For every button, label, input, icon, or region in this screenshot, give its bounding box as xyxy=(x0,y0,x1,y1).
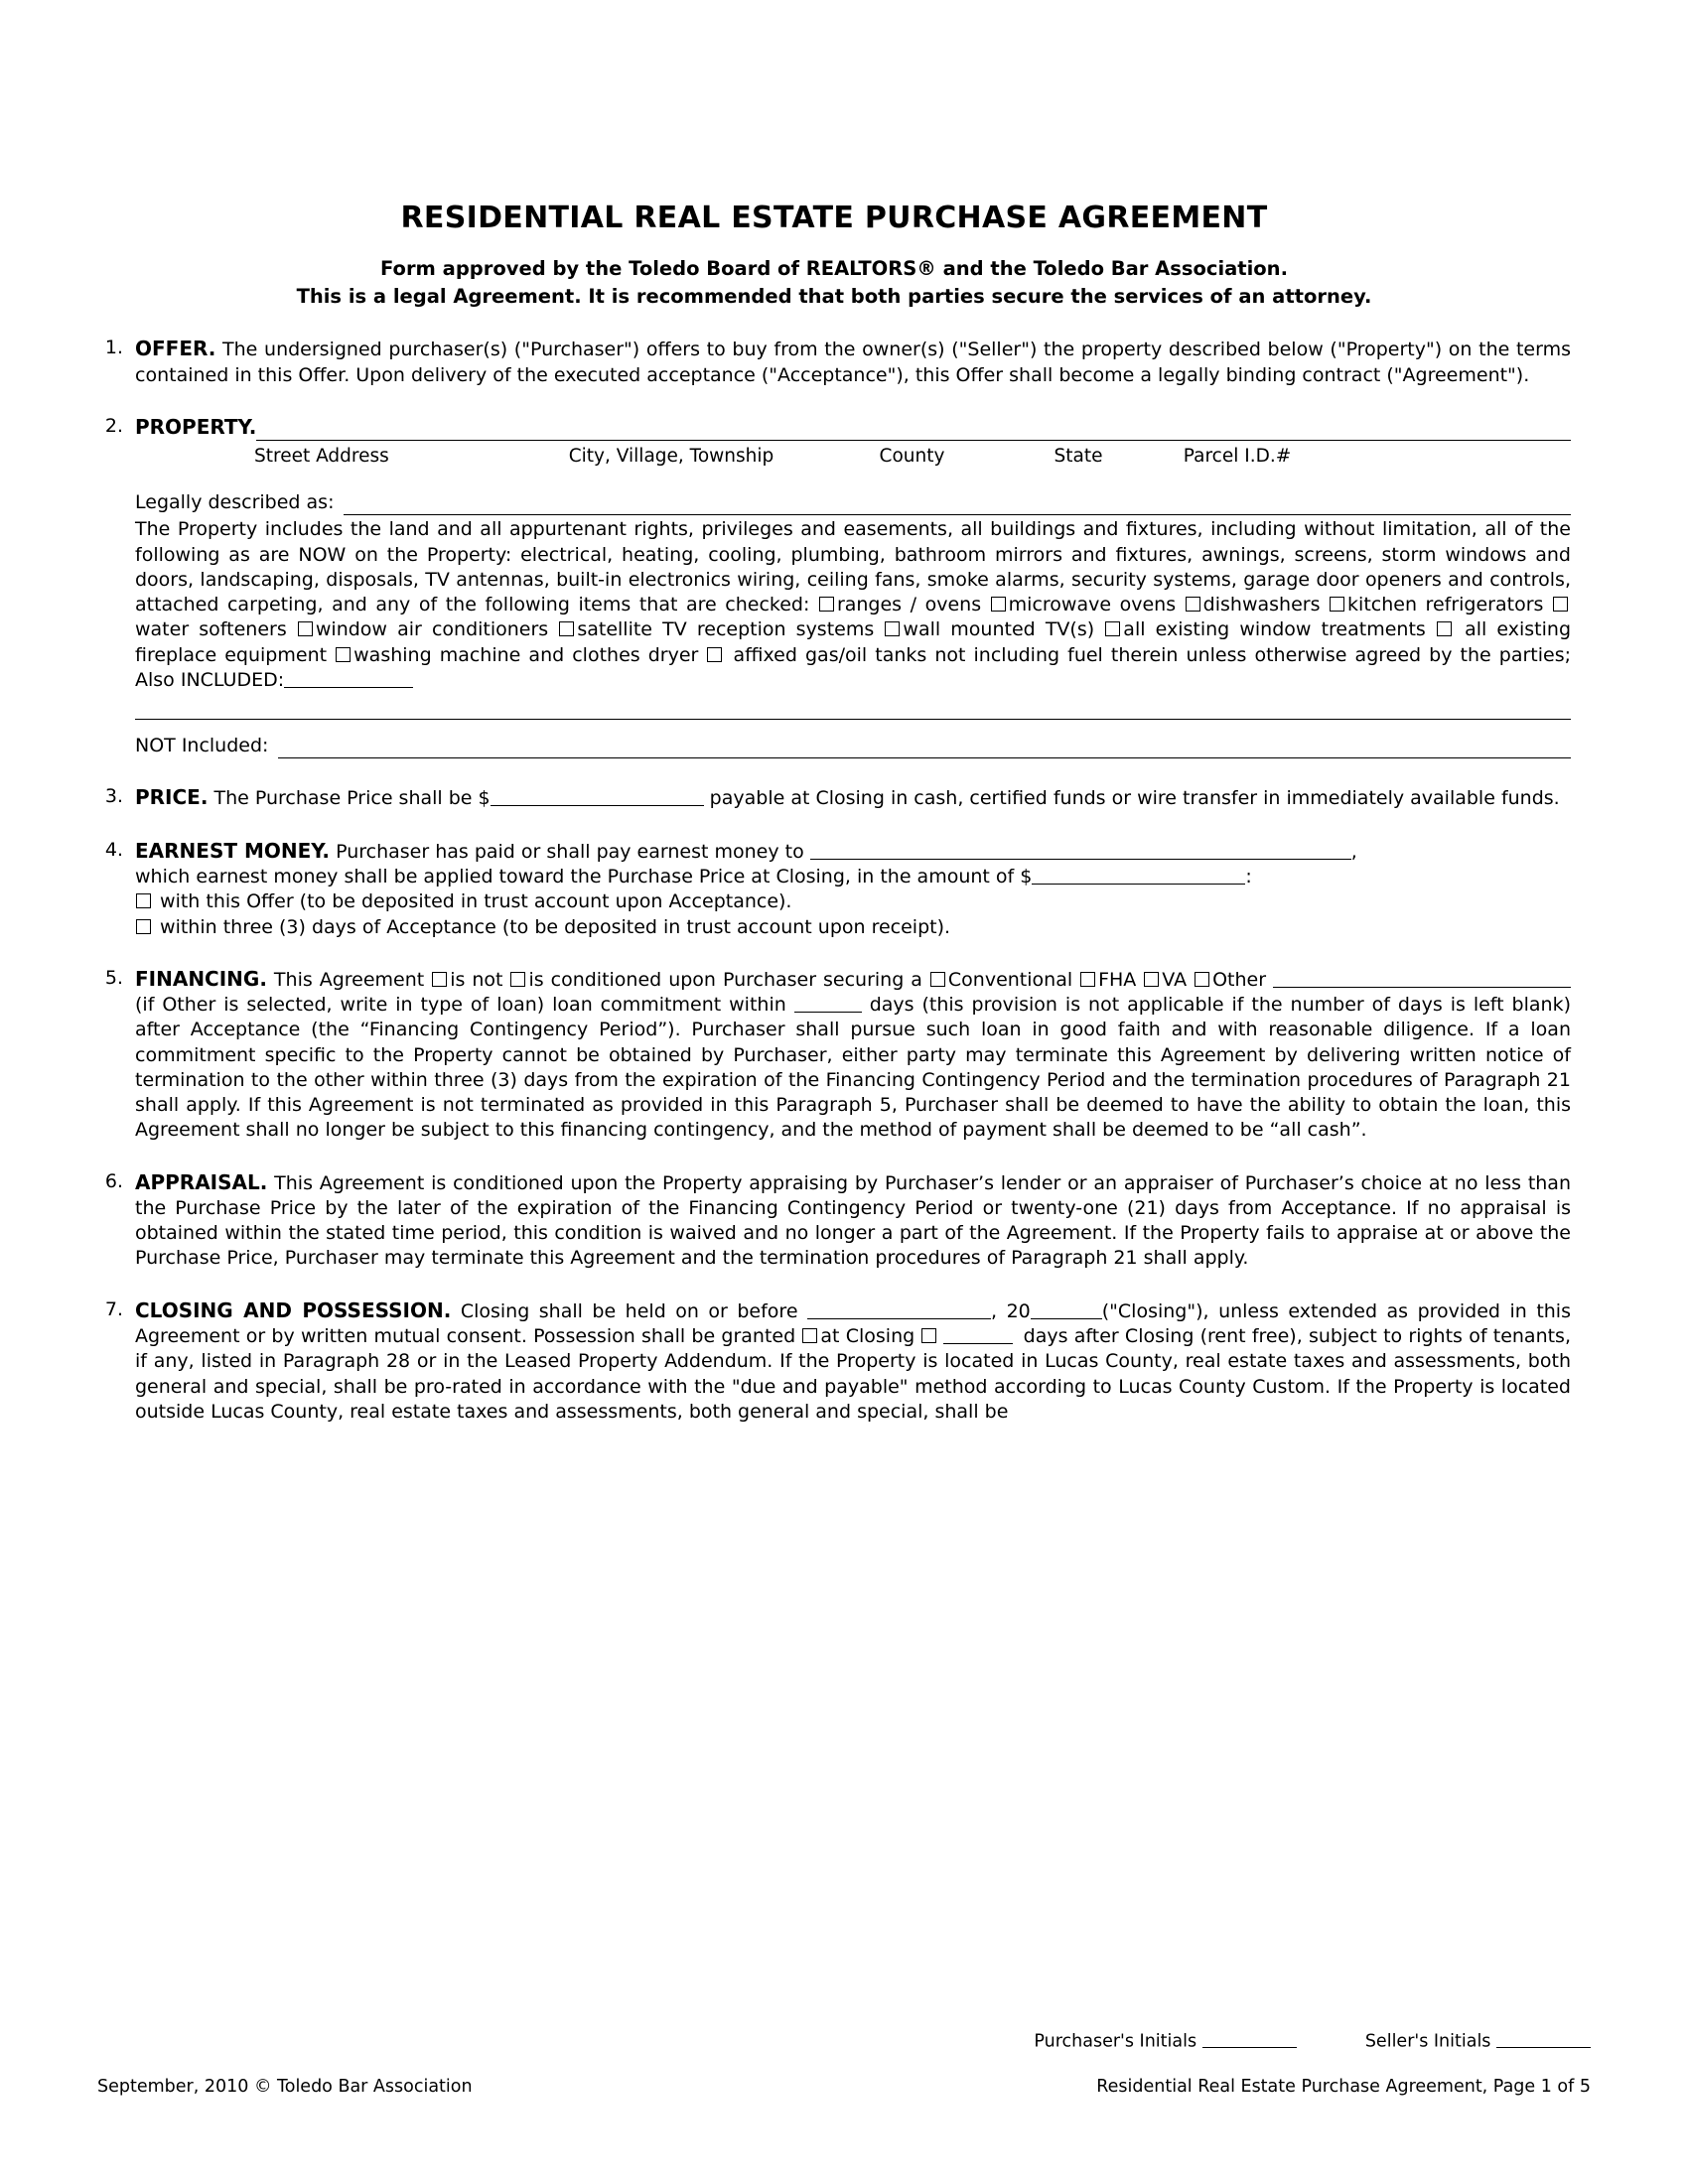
header-parcel-id: Parcel I.D.# xyxy=(1183,445,1292,467)
label-water-softeners: water softeners xyxy=(135,618,287,641)
clause-earnest-money-body xyxy=(135,838,1571,940)
purchase-price-field[interactable] xyxy=(491,786,704,806)
purchaser-initials-field[interactable] xyxy=(1202,2030,1297,2049)
label-window-treatments: all existing window treatments xyxy=(1123,618,1426,641)
checkbox-ranges-ovens[interactable] xyxy=(819,597,834,612)
clause-closing-body xyxy=(135,1297,1571,1425)
clause-financing-body xyxy=(135,966,1571,1144)
subtitle-line-1: Form approved by the Toledo Board of REALTORS® and the Toledo Bar Association. xyxy=(380,257,1288,280)
not-included-row xyxy=(135,734,1571,758)
label-dishwashers: dishwashers xyxy=(1202,594,1321,616)
checkbox-window-treatments[interactable] xyxy=(1105,621,1120,636)
checkbox-is-not-conditioned[interactable] xyxy=(432,972,447,987)
label-kitchen-refrigerators: kitchen refrigerators xyxy=(1347,594,1544,616)
seller-initials-label: Seller's Initials xyxy=(1364,2031,1491,2051)
closing-year-field[interactable] xyxy=(1031,1299,1102,1319)
clause-closing-text-2: , 20 xyxy=(991,1299,1031,1322)
label-other-loan: Other xyxy=(1212,968,1273,991)
checkbox-microwave-ovens[interactable] xyxy=(991,597,1006,612)
checkbox-fireplace-equipment[interactable] xyxy=(1437,621,1452,636)
header-street-address: Street Address xyxy=(254,445,389,467)
clause-financing-number: 5. xyxy=(104,966,123,989)
clause-price-body xyxy=(135,784,1571,811)
label-earnest-with-offer: with this Offer (to be deposited in trust account upon Acceptance). xyxy=(154,890,792,913)
label-is-not: is not xyxy=(450,968,510,991)
clause-offer xyxy=(97,336,1571,388)
document-subtitle xyxy=(97,255,1571,310)
property-address-field[interactable] xyxy=(256,418,1571,441)
header-county: County xyxy=(879,445,945,467)
label-microwave-ovens: microwave ovens xyxy=(1008,594,1177,616)
checkbox-kitchen-refrigerators[interactable] xyxy=(1330,597,1344,612)
earnest-money-payee-field[interactable] xyxy=(810,840,1351,860)
clause-price-text-2: payable at Closing in cash, certified funds or wire transfer in immediately available funds. xyxy=(703,787,1560,810)
page-footer xyxy=(97,2030,1591,2098)
clause-earnest-money-text-3: which earnest money shall be applied toward the Purchase Price at Closing, in the amount of $ xyxy=(135,866,1033,888)
seller-initials-field[interactable] xyxy=(1496,2030,1591,2049)
clause-financing-text-3: days (this provision is not applicable if the number of days is left blank) after Acceptance (the “Financing Contingency Period”). Purchaser shall pursue such loan in good faith and with reasonable diligence. If a loan commitment specific to the Property cannot be obtained by Purchaser, either party may terminate this Agreement by delivering written notice of termination to the other within three (3) days from the expiration of the Financing Contingency Period and the termination procedures of Paragraph 21 shall apply. If this Agreement is not terminated as provided in this Paragraph 5, Purchaser shall be deemed to have the ability to obtain the loan, this Agreement shall no longer be subject to this financing contingency, and the method of payment shall be deemed to be “all cash”. xyxy=(135,994,1572,1142)
clause-price-heading: PRICE. xyxy=(135,785,209,810)
clause-closing-heading: CLOSING AND POSSESSION. xyxy=(135,1297,452,1322)
initials-row xyxy=(97,2030,1591,2052)
clause-earnest-money-text-1: Purchaser has paid or shall pay earnest money to xyxy=(330,840,810,863)
subtitle-line-2: This is a legal Agreement. It is recommended that both parties secure the services of an attorney. xyxy=(296,284,1372,308)
possession-days-field[interactable] xyxy=(943,1324,1013,1344)
checkbox-va[interactable] xyxy=(1144,972,1159,987)
label-conventional: Conventional xyxy=(947,968,1080,991)
clause-price-number: 3. xyxy=(104,785,123,808)
closing-date-field[interactable] xyxy=(807,1299,991,1319)
label-ranges-ovens: ranges / ovens xyxy=(836,594,982,616)
label-satellite-tv: satellite TV reception systems xyxy=(577,618,875,641)
property-includes-text: The Property includes the land and all appurtenant rights, privileges and easements, all buildings and fixtures, including without limitation, all of the following as are NOW on the Property: electrical, heating, cooling, plumbing, bathroom mirrors and fixtures, awnings, screens, storm windows and doors, landscaping, disposals, TV antennas, built-in electronics wiring, ceiling fans, smoke alarms, security systems, garage door openers and controls, attached carpeting, and any of the following items that are checked: xyxy=(135,518,1571,616)
clause-appraisal-body xyxy=(135,1169,1571,1272)
checkbox-wall-mounted-tv[interactable] xyxy=(885,621,900,636)
clause-closing-number: 7. xyxy=(104,1297,123,1320)
clause-earnest-money-text-2: , xyxy=(1350,840,1357,863)
checkbox-water-softeners[interactable] xyxy=(1553,597,1568,612)
label-fha: FHA xyxy=(1098,968,1144,991)
clause-earnest-money-heading: EARNEST MONEY. xyxy=(135,838,331,863)
clause-financing-heading: FINANCING. xyxy=(135,966,267,991)
label-is-conditioned: is conditioned upon Purchaser securing a xyxy=(528,968,929,991)
header-city: City, Village, Township xyxy=(568,445,774,467)
legally-described-row xyxy=(135,490,1571,515)
clause-closing-possession xyxy=(97,1297,1571,1425)
checkbox-earnest-three-days[interactable] xyxy=(136,919,151,934)
checkbox-is-conditioned[interactable] xyxy=(510,972,525,987)
clause-offer-text: The undersigned purchaser(s) ("Purchaser") offers to buy from the owner(s) ("Seller") the property described below ("Property") on the terms contained in this Offer. Upon delivery of the executed acceptance ("Acceptance"), this Offer shall become a legally binding contract ("Agreement"). xyxy=(135,339,1571,386)
label-va: VA xyxy=(1162,968,1188,991)
clause-appraisal-number: 6. xyxy=(104,1169,123,1192)
footer-row xyxy=(97,2077,1591,2097)
clause-appraisal-text: This Agreement is conditioned upon the Property appraising by Purchaser’s lender or an appraiser of Purchaser’s choice at no less than the Purchase Price by the later of the expiration of the Financing Contingency Period or twenty-one (21) days from Acceptance. If no appraisal is obtained within the stated time period, this condition is waived and no longer a part of the Agreement. If the Property fails to appraise at or above the Purchase Price, Purchaser may terminate this Agreement and the termination procedures of Paragraph 21 shall apply. xyxy=(135,1171,1571,1270)
other-loan-type-field[interactable] xyxy=(1273,968,1571,988)
financing-days-field[interactable] xyxy=(794,993,862,1013)
clause-appraisal-heading: APPRAISAL. xyxy=(135,1169,268,1194)
clause-property-number: 2. xyxy=(104,414,123,437)
checkbox-dishwashers[interactable] xyxy=(1186,597,1200,612)
not-included-field[interactable] xyxy=(278,738,1571,758)
checkbox-conventional[interactable] xyxy=(930,972,945,987)
clause-offer-number: 1. xyxy=(104,337,123,359)
also-included-field-2[interactable] xyxy=(135,719,1571,720)
checkbox-window-air-conditioners[interactable] xyxy=(298,621,313,636)
clause-closing-text-5: days after Closing (rent free), subject to rights of tenants, if any, listed in Paragraph 28 or in the Leased Property Addendum. If the Property is located in Lucas County, real estate taxes and assessments, both general and special, shall be pro-rated in accordance with the "due and payable" method according to Lucas County Custom. If the Property is located outside Lucas County, real estate taxes and assessments, both general and special, shall be xyxy=(135,1325,1571,1423)
label-window-air-conditioners: window air conditioners xyxy=(315,618,549,641)
legally-described-label: Legally described as: xyxy=(135,491,335,514)
page-title: RESIDENTIAL REAL ESTATE PURCHASE AGREEMENT xyxy=(400,201,1268,235)
purchaser-initials-label: Purchaser's Initials xyxy=(1034,2031,1197,2051)
clause-financing-text-2: (if Other is selected, write in type of loan) loan commitment within xyxy=(135,994,794,1017)
label-gas-oil-tanks: affixed gas/oil tanks not including fuel therein unless otherwise agreed by the parties; Also INCLUDED: xyxy=(135,643,1572,691)
clause-property-body xyxy=(135,414,1571,759)
clause-financing-text-1: This Agreement xyxy=(266,968,432,991)
clause-property-heading: PROPERTY. xyxy=(135,414,257,439)
checkbox-possession-at-closing[interactable] xyxy=(802,1328,817,1343)
checkbox-possession-days-after[interactable] xyxy=(921,1328,936,1343)
clause-earnest-money-number: 4. xyxy=(104,838,123,861)
footer-copyright: September, 2010 © Toledo Bar Association xyxy=(97,2077,473,2097)
clause-closing-text-1: Closing shall be held on or before xyxy=(451,1299,808,1322)
clause-price-text-1: The Purchase Price shall be $ xyxy=(208,787,491,810)
clause-appraisal xyxy=(97,1169,1571,1272)
property-column-headers xyxy=(135,445,1571,470)
label-earnest-three-days: within three (3) days of Acceptance (to be deposited in trust account upon receipt). xyxy=(154,915,951,938)
property-includes-paragraph xyxy=(135,517,1571,693)
checkbox-washer-dryer[interactable] xyxy=(336,647,351,662)
clause-earnest-money xyxy=(97,838,1571,940)
footer-page-info: Residential Real Estate Purchase Agreement, Page 1 of 5 xyxy=(1096,2077,1591,2097)
checkbox-earnest-with-offer[interactable] xyxy=(136,893,151,908)
clause-price xyxy=(97,784,1571,811)
label-possession-at-closing: at Closing xyxy=(820,1325,915,1347)
clause-offer-heading: OFFER. xyxy=(135,337,216,361)
clause-property xyxy=(97,414,1571,759)
checkbox-satellite-tv[interactable] xyxy=(559,621,574,636)
earnest-money-amount-field[interactable] xyxy=(1032,865,1245,885)
label-wall-mounted-tv: wall mounted TV(s) xyxy=(903,618,1095,641)
not-included-label: NOT Included: xyxy=(135,735,269,757)
clause-earnest-money-text-4: : xyxy=(1245,866,1252,888)
checkbox-gas-oil-tanks[interactable] xyxy=(707,647,722,662)
also-included-field-1[interactable] xyxy=(284,668,413,688)
clause-closing-text-3: ("Closing"), unless extended as provided in this Agreement or by written mutual consent. Possession shall be granted xyxy=(135,1299,1571,1347)
label-fireplace-equipment: all existing fireplace equipment xyxy=(135,618,1572,666)
header-state: State xyxy=(1054,445,1103,467)
clause-offer-body xyxy=(135,336,1571,388)
legal-description-field[interactable] xyxy=(344,494,1571,515)
checkbox-fha[interactable] xyxy=(1080,972,1095,987)
clause-financing xyxy=(97,966,1571,1144)
checkbox-other-loan[interactable] xyxy=(1195,972,1209,987)
label-washer-dryer: washing machine and clothes dryer xyxy=(353,643,699,666)
